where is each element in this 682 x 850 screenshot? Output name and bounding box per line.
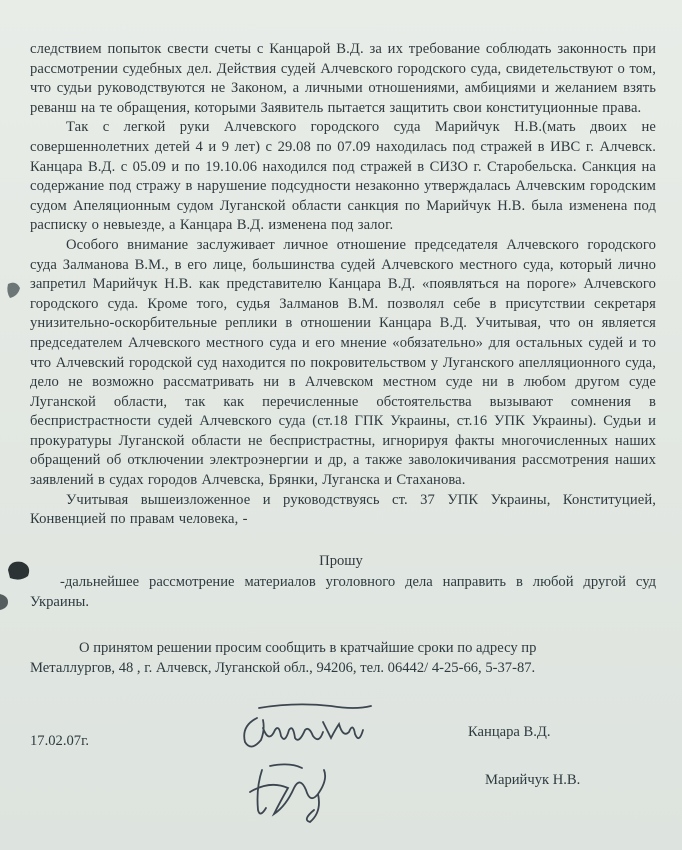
punch-mark-1: [6, 280, 22, 300]
contact-line-2: Металлургов, 48 , г. Алчевск, Луганской обл., 94206, тел. 06442/ 4-25-66, 5-37-87.: [30, 660, 536, 676]
signer-1-name: Канцара В.Д.: [468, 724, 551, 740]
signature-mariychuk: [240, 758, 350, 828]
paragraph-continuation: следствием попыток свести счеты с Канцарой В.Д. за их требование соблюдать законность при рассмотрении судебных дел. Действия судей Алчевского городского суда, свидетельствуют о том, что судьи руководствуются не Законом, а личными отношениями, амбициями и желанием взять реванш на те обращения, которыми Заявитель пытается защитить свои конституционные права.: [30, 41, 656, 116]
signature-kantsara: [235, 700, 385, 760]
request-heading: Прошу: [319, 553, 363, 569]
contact-block: [30, 638, 666, 678]
document-body: [30, 40, 656, 530]
request-block: [30, 572, 656, 612]
paragraph-considering: Учитывая вышеизложенное и руководствуясь ст. 37 УПК Украины, Конституцией, Конвенцией по правам человека, -: [30, 491, 656, 528]
signer-2-name: Марийчук Н.В.: [485, 772, 581, 788]
punch-mark-3: [0, 592, 12, 612]
document-date: 17.02.07г.: [30, 733, 90, 749]
contact-line-1: О принятом решении просим сообщить в кратчайшие сроки по адресу пр: [79, 640, 537, 656]
paragraph-detention: Так с легкой руки Алчевского городского суда Марийчук Н.В.(мать двоих не совершеннолетних детей 4 и 9 лет) с 29.08 по 07.09 находилась под стражей в ИВС г. Алчевск. Канцара В.Д. с 05.09 и по 19.10.06 находился под стражей в СИЗО г. Старобельска. Санкция на содержание под стражу в нарушение подсудности незаконно утверждалась Алчевским городским судом Апеляционным судом Луганской области санкция по Марийчук Н.В. была изменена под расписку о невыезде, а Канцара В.Д. изменена под залог.: [30, 119, 656, 234]
paragraph-court-chairman: Особого внимание заслуживает личное отношение председателя Алчевского городского суда Залманова В.М., в его лице, большинства судей Алчевского местного суда, который лично запретил Марийчук Н.В. как представителю Канцара В.Д. «появляться на пороге» Алчевского городского суда. Кроме того, судья Залманов В.М. позволял себе в присутствии секретаря унизительно-оскорбительные реплики в отношении Канцара В.Д. Учитывая, что он является председателем Алчевского местного суда и его мнение «обязательно» для остальных судей и то что Алчевский городской суд находится по покровительством у Луганского апелляционного суда, дело не возможно рассматривать ни в Алчевском местном суде ни в любом другом суде Луганской области, так как перечисленные обстоятельства вызывают сомнения в беспристрастности судей Алчевского суда (ст.18 ГПК Украины, ст.16 УПК Украины). Судьи и прокуратуры Луганской области не беспристрастны, игнорируя факты многочисленных наших обращений об отключении электроэнергии и др, а также заволокичивания рассмотрения наших заявлений в судах городов Алчевска, Брянки, Луганска и Стаханова.: [30, 236, 656, 489]
request-text: -дальнейшее рассмотрение материалов уголовного дела направить в любой другой суд Украины.: [30, 574, 656, 610]
